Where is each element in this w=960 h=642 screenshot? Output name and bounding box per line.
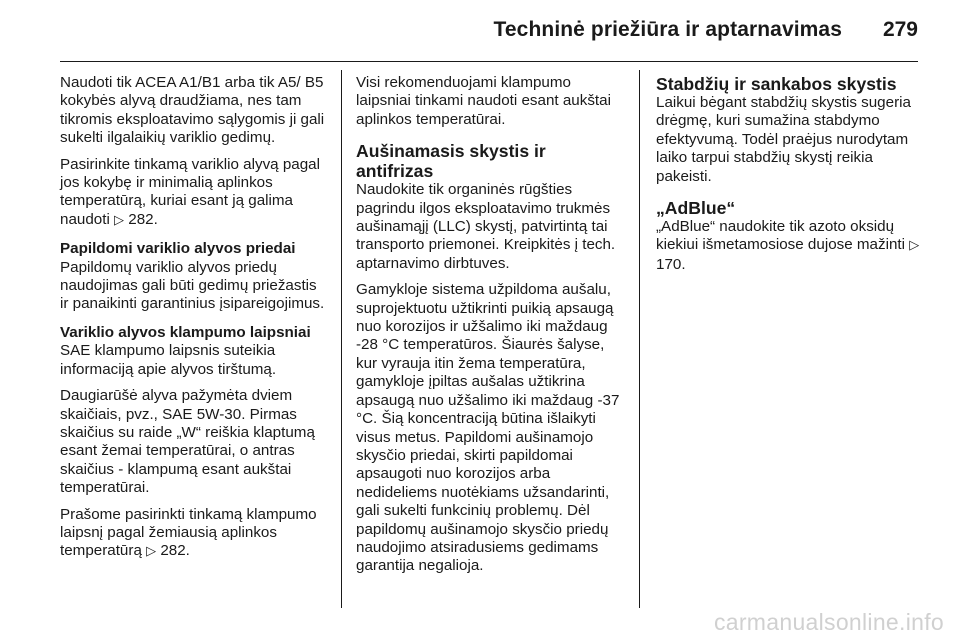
paragraph <box>656 218 926 274</box>
paragraph: Naudokite tik organinės rūgšties pagrindu ilgos eksploatavimo trukmės aušinamąjį (LLC) skystį, patvirtintą tai transporto priemonei. Kreipkitės į tech. aptarnavimo dirbtuves. <box>356 181 616 272</box>
page-ref-arrow-icon: ▷ <box>909 238 920 254</box>
watermark: carmanualsonline.info <box>713 609 944 635</box>
page-ref-link[interactable]: 170. <box>656 255 686 273</box>
section-heading: „AdBlue“ <box>656 198 736 219</box>
paragraph: SAE klampumo laipsnis suteikia informaciją apie alyvos tirštumą. <box>60 342 277 378</box>
column-divider <box>639 70 640 608</box>
paragraph: Laikui bėgant stabdžių skystis sugeria drėgmę, kuri sumažina stabdymo efektyvumą. Todėl praėjus nurodytam laiko tarpui stabdžių skystį reikia pakeisti. <box>656 94 911 185</box>
paragraph <box>60 156 328 231</box>
paragraph: Visi rekomenduojami klampumo laipsniai tinkami naudoti esant aukštai aplinkos temperatūrai. <box>356 74 611 128</box>
page-ref-link[interactable]: 282. <box>160 542 190 560</box>
column-1 <box>60 74 328 570</box>
paragraph-text: Pasirinkite tinkamą variklio alyvą pagal jos kokybę ir minimalią aplinkos temperatūrą, kuriai esant ją galima naudoti <box>60 155 320 228</box>
paragraph-text: Prašome pasirinkti tinkamą klampumo laipsnį pagal žemiausią aplinkos temperatūrą <box>60 505 317 560</box>
paragraph: Daugiarūšė alyva pažymėta dviem skaičiais, pvz., SAE 5W-30. Pirmas skaičius su raide „W“ reiškia klaptumą esant žemai temperatūrai, o antras skaičius - klampumą esant aukštai temperatūrai. <box>60 387 315 497</box>
page-title: Techninė priežiūra ir aptarnavimas <box>493 18 842 41</box>
paragraph-text: „AdBlue“ naudokite tik azoto oksidų kiekiui išmetamosiose dujose mažinti <box>656 218 910 254</box>
page-ref-arrow-icon: ▷ <box>114 212 125 228</box>
subheading: Papildomi variklio alyvos priedai <box>60 240 296 258</box>
column-divider <box>341 70 342 608</box>
paragraph <box>60 506 328 562</box>
subheading: Variklio alyvos klampumo laipsniai <box>60 323 311 341</box>
column-2 <box>356 74 626 584</box>
paragraph: Gamykloje sistema užpildoma aušalu, suprojektuotu užtikrinti puikią apsaugą nuo korozijos ir užšalimo iki maždaug -28 °C temperatūros. Šiaurės šalyse, kur vyrauja itin žema temperatūra, gamykloje įpiltas aušalas užtikrina apsaugą nuo užšalimo iki maždaug -37 °C. Šią koncentraciją būtina išlaikyti visus metus. Papildomi aušinamojo skysčio priedai, skirti papildomai apsaugoti nuo korozijos arba nedideliems nuotėkiams užsandarinti, gali sukelti funkcinių problemų. Dėl papildomų aušinamojo skysčio priedų naudojimo atsiradusiems gedimams garantija negalioja. <box>356 281 620 575</box>
page-ref-arrow-icon: ▷ <box>146 544 157 560</box>
column-3 <box>656 74 926 282</box>
section-heading: Stabdžių ir sankabos skystis <box>656 74 897 94</box>
page-ref-link[interactable]: 282. <box>128 210 158 228</box>
page-number: 279 <box>882 18 918 41</box>
section-heading: Aušinamasis skystis ir antifrizas <box>356 141 546 182</box>
page-header <box>0 0 960 64</box>
paragraph: Naudoti tik ACEA A1/B1 arba tik A5/ B5 kokybės alyvą draudžiama, nes tam tikromis eksploatavimo sąlygomis ji gali sukelti ilgalaikių variklio gedimų. <box>60 74 325 147</box>
header-rule <box>60 61 918 62</box>
paragraph: Papildomų variklio alyvos priedų naudojimas gali būti gedimų priežastis ir panaikinti garantinius įsipareigojimus. <box>60 258 325 313</box>
